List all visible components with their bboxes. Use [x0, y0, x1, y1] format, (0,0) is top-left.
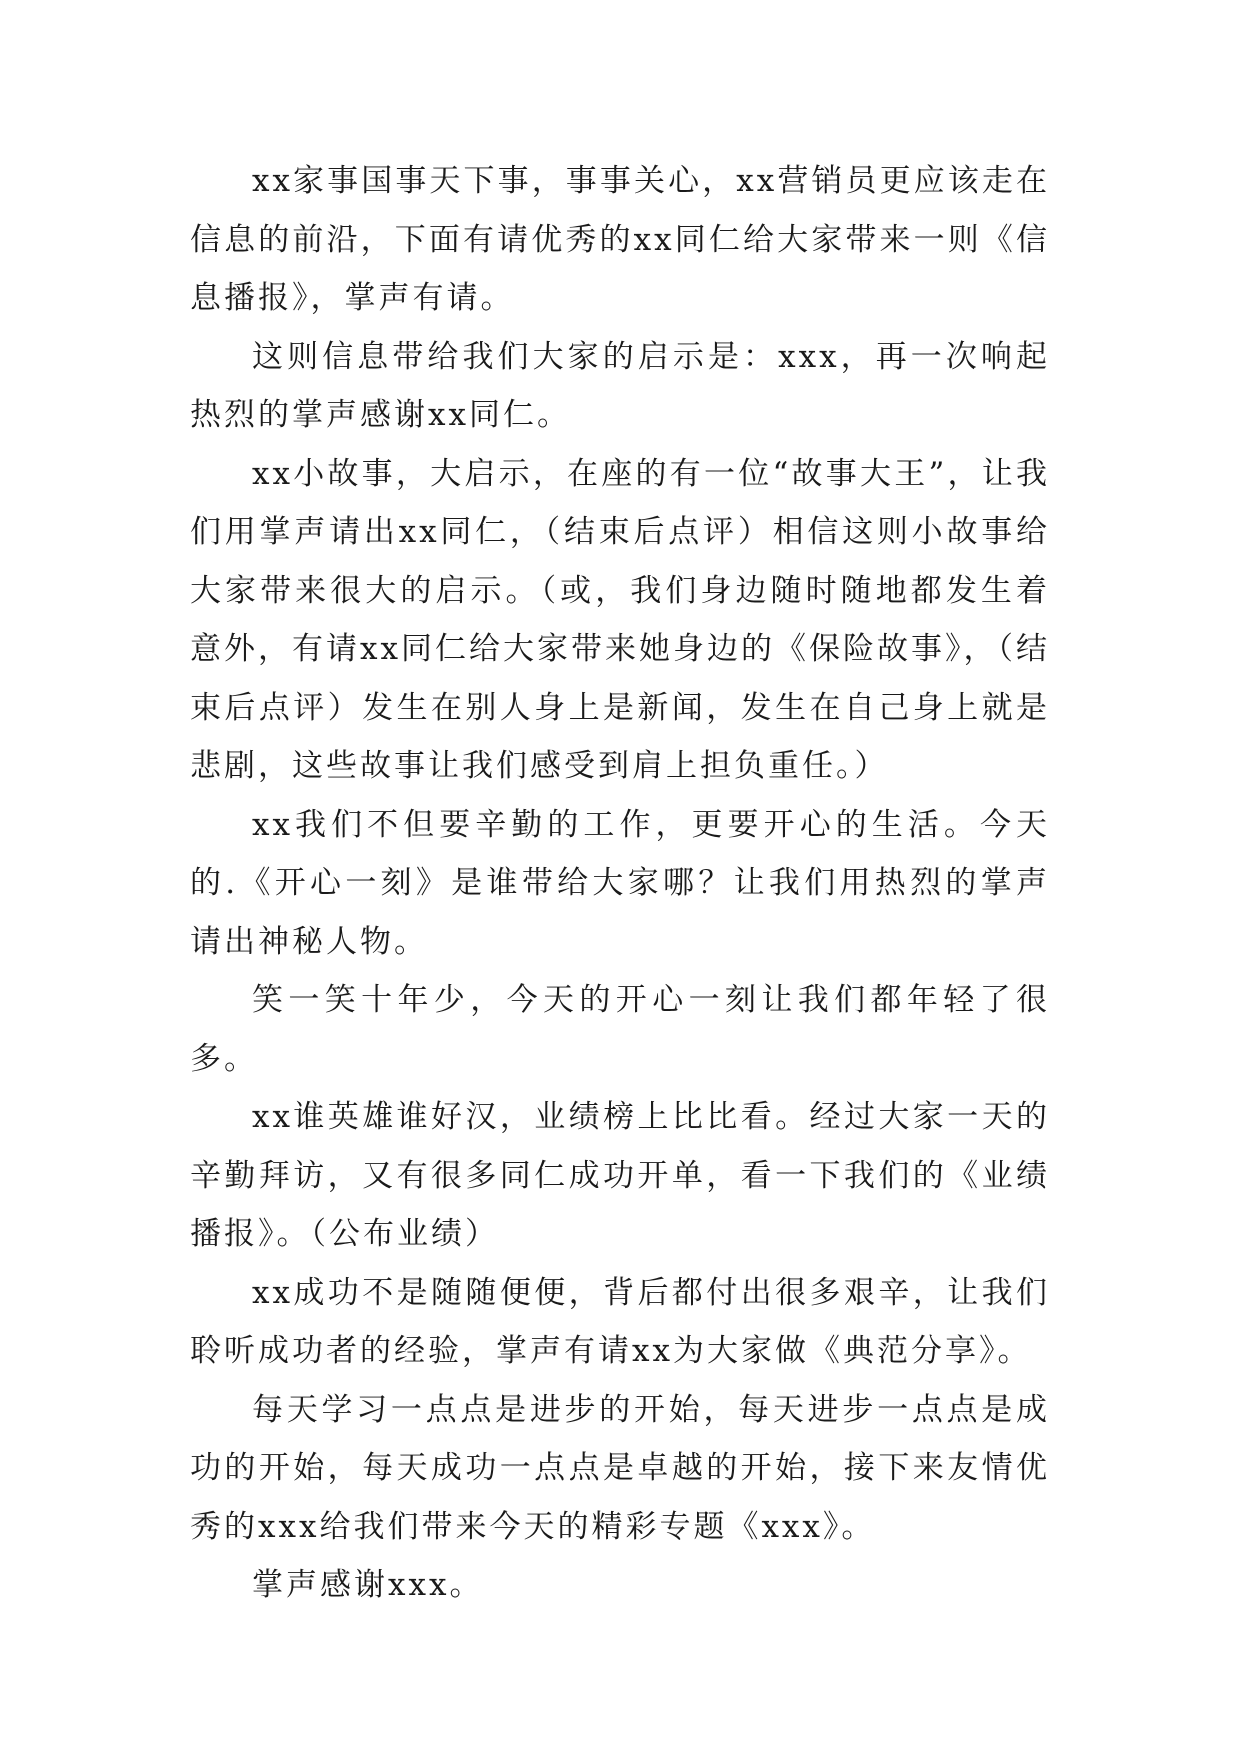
- paragraph-success-share: xx成功不是随随便便，背后都付出很多艰辛，让我们聆听成功者的经验，掌声有请xx为大家做《典范分享》。: [190, 1274, 1050, 1369]
- paragraph-story: xx小故事，大启示，在座的有一位“故事大王”，让我们用掌声请出xx同仁，（结束后点评）相信这则小故事给大家带来很大的启示。（或，我们身边随时随地都发生着意外，有请xx同仁给大家带来她身边的《保险故事》，（结束后点评）发生在别人身上是新闻，发生在自己身上就是悲剧，这些故事让我们感受到肩上担负重任。）: [190, 455, 1050, 784]
- paragraph-info-thanks: 这则信息带给我们大家的启示是：xxx，再一次响起热烈的掌声感谢xx同仁。: [190, 338, 1050, 433]
- paragraph-final-thanks: 掌声感谢xxx。: [252, 1567, 484, 1603]
- document-body: [190, 152, 1050, 1615]
- paragraph-laugh: 笑一笑十年少，今天的开心一刻让我们都年轻了很多。: [190, 982, 1050, 1077]
- paragraph-topic: 每天学习一点点是进步的开始，每天进步一点点是成功的开始，每天成功一点点是卓越的开始，接下来友情优秀的xxx给我们带来今天的精彩专题《xxx》。: [190, 1391, 1050, 1545]
- paragraph-performance: xx谁英雄谁好汉，业绩榜上比比看。经过大家一天的辛勤拜访，又有很多同仁成功开单，看一下我们的《业绩播报》。（公布业绩）: [190, 1099, 1050, 1252]
- paragraph-happy-moment: xx我们不但要辛勤的工作，更要开心的生活。今天的.《开心一刻》是谁带给大家哪？让我们用热烈的掌声请出神秘人物。: [190, 806, 1050, 960]
- paragraph-info-broadcast: xx家事国事天下事，事事关心，xx营销员更应该走在信息的前沿，下面有请优秀的xx同仁给大家带来一则《信息播报》，掌声有请。: [190, 163, 1050, 316]
